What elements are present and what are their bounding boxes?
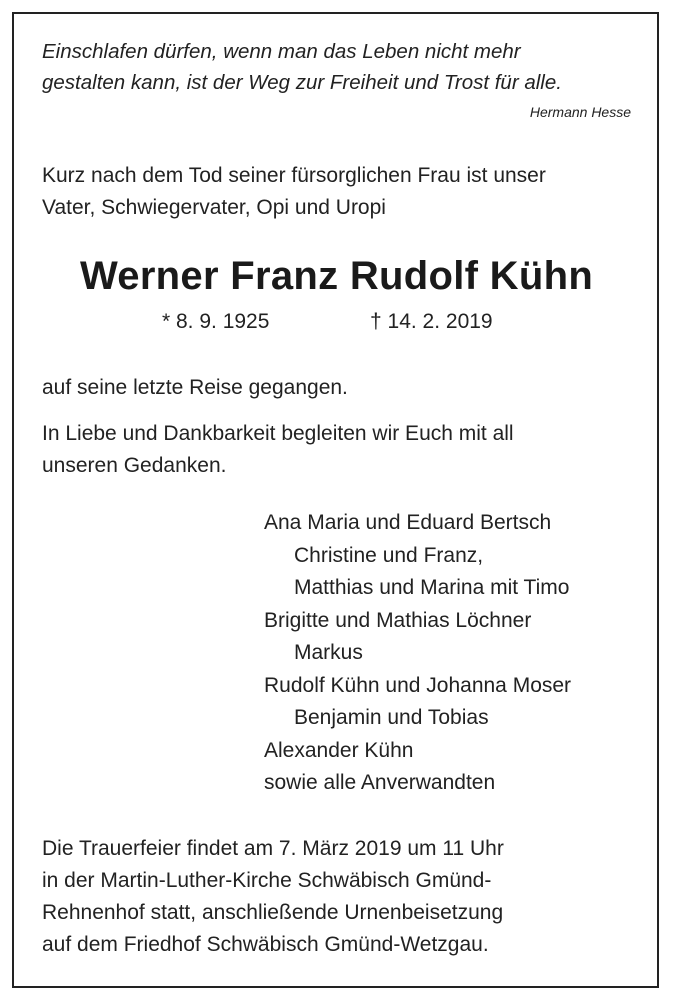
funeral-line-3: Rehnenhof statt, anschließende Urnenbeisetzung xyxy=(42,901,504,924)
mourner-line: Benjamin und Tobias xyxy=(294,706,489,729)
mourner-line: Ana Maria und Eduard Bertsch xyxy=(264,511,552,534)
funeral-line-1: Die Trauerfeier findet am 7. März 2019 um 11 Uhr xyxy=(42,837,504,860)
gratitude-line-2: unseren Gedanken. xyxy=(42,454,227,477)
quote-author: Hermann Hesse xyxy=(529,104,631,120)
mourner-line: Rudolf Kühn und Johanna Moser xyxy=(264,673,572,697)
funeral-line-2: in der Martin-Luther-Kirche Schwäbisch Gmünd- xyxy=(42,869,492,892)
mourner-line: Matthias und Marina mit Timo xyxy=(294,576,570,599)
mourner-line: Markus xyxy=(294,641,363,664)
mourners-list xyxy=(264,507,571,800)
mourner-line: Brigitte und Mathias Löchner xyxy=(264,608,532,632)
journey-text: auf seine letzte Reise gegangen. xyxy=(42,376,348,399)
intro-line-1: Kurz nach dem Tod seiner fürsorglichen Frau ist unser xyxy=(42,164,546,187)
gratitude-line-1: In Liebe und Dankbarkeit begleiten wir Euch mit all xyxy=(42,422,514,445)
quote-line-1: Einschlafen dürfen, wenn man das Leben nicht mehr xyxy=(42,40,521,63)
birth-date: * 8. 9. 1925 xyxy=(162,310,270,333)
deceased-name: Werner Franz Rudolf Kühn xyxy=(79,254,594,298)
mourner-line: Christine und Franz, xyxy=(294,543,484,567)
quote-line-2: gestalten kann, ist der Weg zur Freiheit und Trost für alle. xyxy=(42,71,562,94)
intro-line-2: Vater, Schwiegervater, Opi und Uropi xyxy=(42,196,386,219)
mourner-line: Alexander Kühn xyxy=(264,738,414,762)
funeral-line-4: auf dem Friedhof Schwäbisch Gmünd-Wetzgau. xyxy=(42,933,489,956)
death-date: † 14. 2. 2019 xyxy=(370,310,493,333)
mourner-line: sowie alle Anverwandten xyxy=(264,771,496,794)
